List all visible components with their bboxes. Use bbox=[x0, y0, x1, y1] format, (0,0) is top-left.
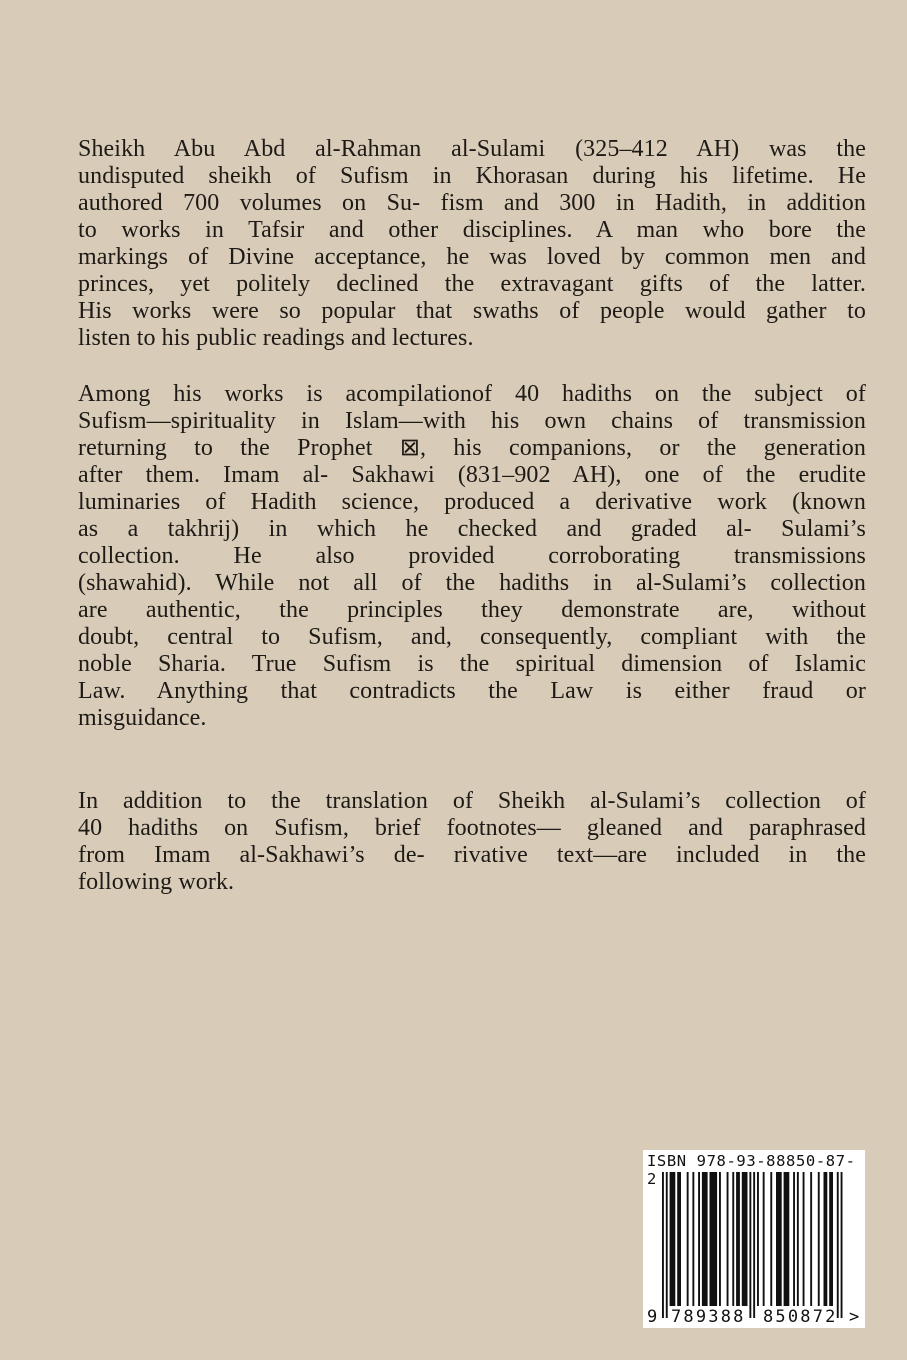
barcode-bar bbox=[692, 1172, 694, 1306]
text-line: after them. Imam al- Sakhawi (831–902 AH), one of the erudite bbox=[78, 462, 866, 488]
text-line: misguidance. bbox=[78, 705, 207, 731]
text-line: to works in Tafsir and other disciplines. A man who bore the bbox=[78, 217, 866, 243]
barcode-bar bbox=[818, 1172, 820, 1306]
barcode-guard-bar bbox=[666, 1172, 668, 1318]
barcode-guard-bar bbox=[841, 1172, 843, 1318]
text-line: listen to his public readings and lectures. bbox=[78, 325, 474, 351]
barcode-bar bbox=[797, 1172, 799, 1306]
barcode-bar bbox=[687, 1172, 689, 1306]
isbn-barcode bbox=[643, 1150, 865, 1328]
barcode-bar bbox=[719, 1172, 721, 1306]
text-line: 40 hadiths on Sufism, brief footnotes— gleaned and paraphrased bbox=[78, 815, 866, 841]
barcode-bar bbox=[824, 1172, 828, 1306]
text-line: returning to the Prophet ⊠, his companions, or the generation bbox=[78, 435, 866, 461]
barcode-bar bbox=[776, 1172, 782, 1306]
barcode-first-digit: 9 bbox=[647, 1307, 658, 1327]
text-line: Sufism—spirituality in Islam—with his own chains of transmission bbox=[78, 408, 866, 434]
text-line: In addition to the translation of Sheikh al-Sulami’s collection of bbox=[78, 788, 866, 814]
text-line: are authentic, the principles they demonstrate are, without bbox=[78, 597, 866, 623]
barcode-guard-bar bbox=[662, 1172, 664, 1318]
text-line: Among his works is acompilationof 40 hadiths on the subject of bbox=[78, 381, 866, 407]
barcode-bar bbox=[793, 1172, 795, 1306]
barcode-bar bbox=[757, 1172, 759, 1306]
barcode-bars bbox=[643, 1150, 865, 1328]
paragraph-about-compilation bbox=[78, 381, 866, 732]
barcode-bar bbox=[829, 1172, 833, 1306]
text-line: from Imam al-Sakhawi’s de- rivative text—are included in the bbox=[78, 842, 866, 868]
text-line: markings of Divine acceptance, he was loved by common men and bbox=[78, 244, 866, 270]
text-line: following work. bbox=[78, 869, 235, 895]
text-line: noble Sharia. True Sufism is the spiritual dimension of Islamic bbox=[78, 651, 866, 677]
barcode-bar bbox=[702, 1172, 708, 1306]
barcode-quiet-zone-mark: > bbox=[849, 1307, 860, 1327]
barcode-bar bbox=[803, 1172, 805, 1306]
text-line: (shawahid). While not all of the hadiths in al-Sulami’s collection bbox=[78, 570, 866, 596]
text-line: doubt, central to Sufism, and, consequently, compliant with the bbox=[78, 624, 866, 650]
barcode-left-digits: 789388 bbox=[671, 1307, 746, 1327]
barcode-bar bbox=[732, 1172, 734, 1306]
barcode-guard-bar bbox=[837, 1172, 839, 1318]
text-line: Sheikh Abu Abd al-Rahman al-Sulami (325–412 AH) was the bbox=[78, 136, 866, 162]
text-line: princes, yet politely declined the extravagant gifts of the latter. bbox=[78, 271, 866, 297]
barcode-bar bbox=[736, 1172, 740, 1306]
barcode-right-digits: 850872 bbox=[763, 1307, 838, 1327]
barcode-guard-bar bbox=[753, 1172, 755, 1318]
barcode-guard-bar bbox=[749, 1172, 751, 1318]
text-line: undisputed sheikh of Sufism in Khorasan during his lifetime. He bbox=[78, 163, 866, 189]
text-line: luminaries of Hadith science, produced a derivative work (known bbox=[78, 489, 866, 515]
text-line: as a takhrij) in which he checked and graded al- Sulami’s bbox=[78, 516, 866, 542]
barcode-bar bbox=[677, 1172, 681, 1306]
barcode-bar bbox=[742, 1172, 748, 1306]
barcode-bar bbox=[763, 1172, 765, 1306]
isbn-label: ISBN 978-93-88850-87-2 bbox=[647, 1152, 856, 1188]
barcode-bar bbox=[710, 1172, 718, 1306]
text-line: Law. Anything that contradicts the Law is either fraud or bbox=[78, 678, 866, 704]
text-line: collection. He also provided corroborating transmissions bbox=[78, 543, 866, 569]
barcode-bar bbox=[727, 1172, 729, 1306]
barcode-bar bbox=[784, 1172, 790, 1306]
barcode-bar bbox=[810, 1172, 812, 1306]
paragraph-about-translation bbox=[78, 788, 866, 896]
barcode-bar bbox=[770, 1172, 772, 1306]
barcode-bar bbox=[698, 1172, 700, 1306]
paragraph-author-bio bbox=[78, 136, 866, 352]
text-line: His works were so popular that swaths of people would gather to bbox=[78, 298, 866, 324]
barcode-bar bbox=[670, 1172, 676, 1306]
text-line: authored 700 volumes on Su- fism and 300 in Hadith, in addition bbox=[78, 190, 866, 216]
